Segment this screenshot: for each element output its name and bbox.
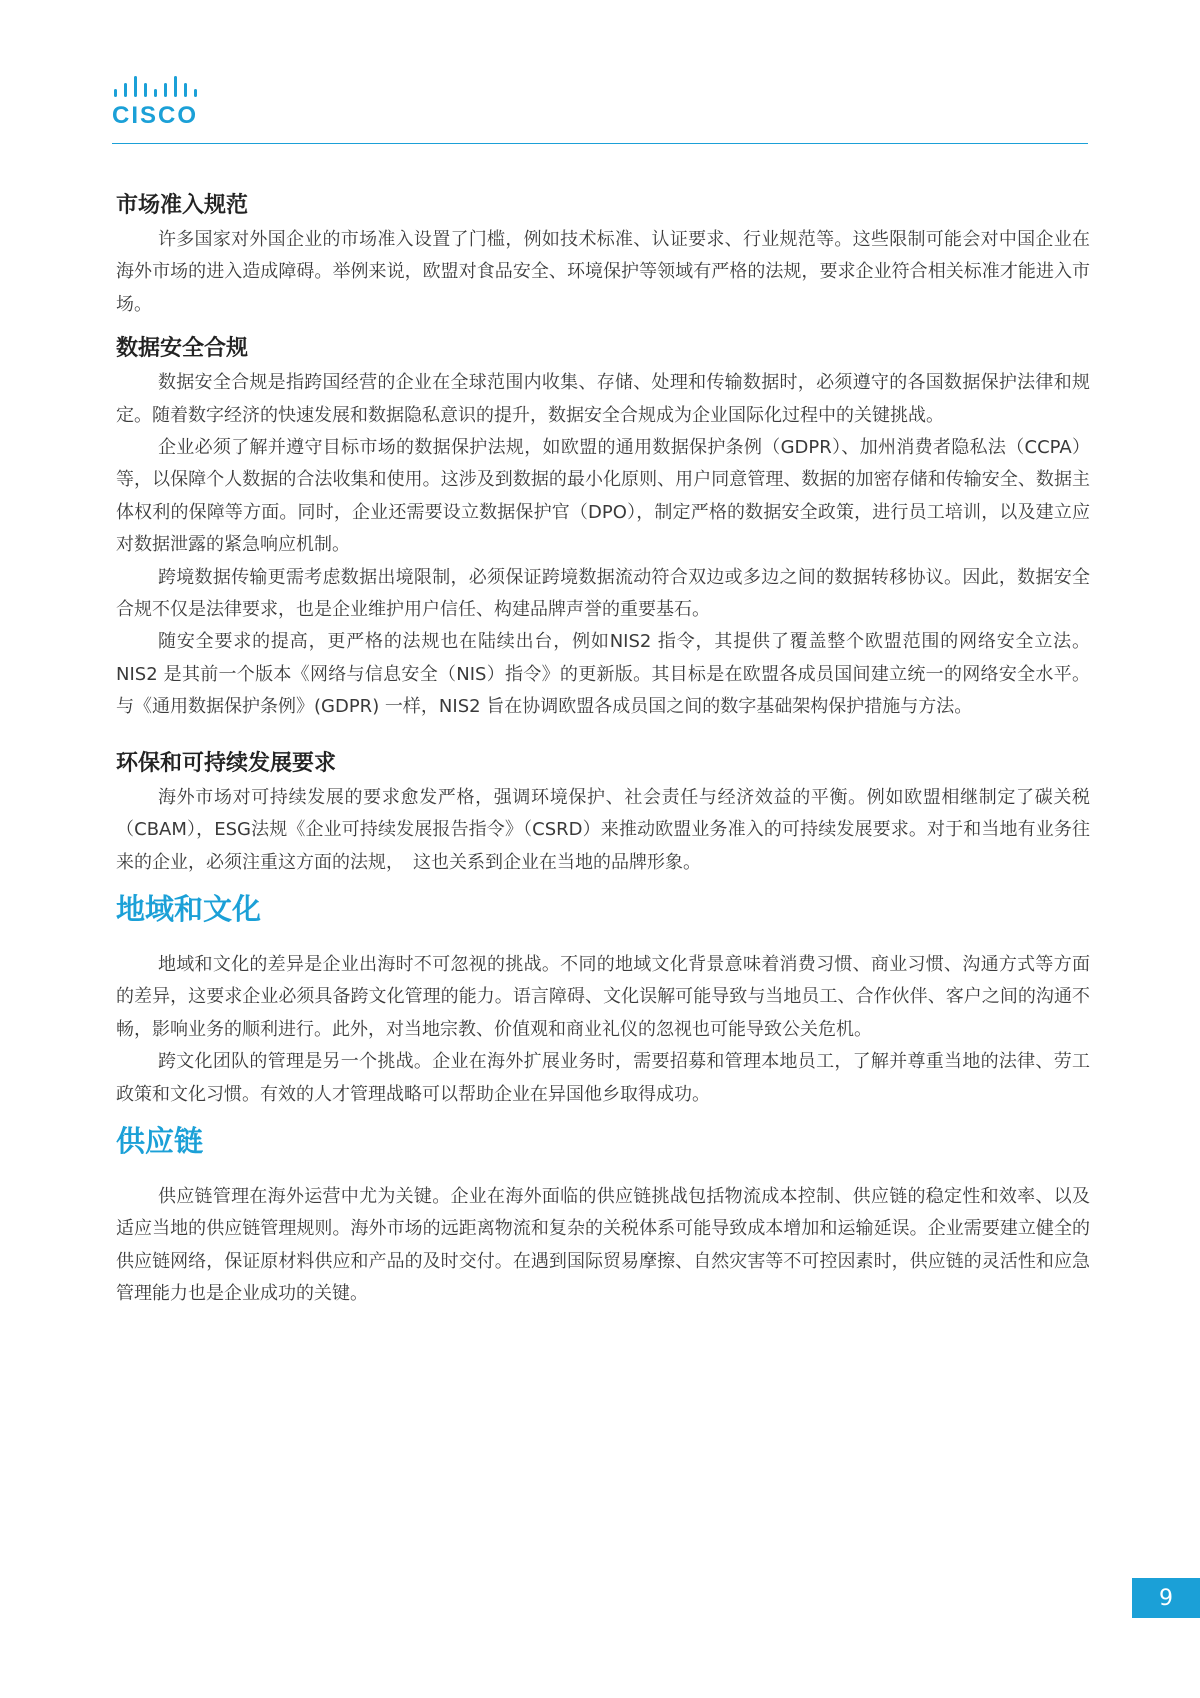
paragraph: 跨文化团队的管理是另一个挑战。企业在海外扩展业务时，需要招募和管理本地员工，了解并尊重当地的法律、劳工政策和文化习惯。有效的人才管理战略可以帮助企业在异国他乡取得成功。 — [116, 1051, 1090, 1105]
logo-wordmark: CISCO — [112, 102, 199, 129]
section-title-sustainability: 环保和可持续发展要求 — [116, 750, 337, 776]
cisco-bars-icon — [112, 76, 202, 100]
paragraph: 跨境数据传输更需考虑数据出境限制，必须保证跨境数据流动符合双边或多边之间的数据转移协议。因此，数据安全合规不仅是法律要求，也是企业维护用户信任、构建品牌声誉的重要基石。 — [116, 566, 1090, 621]
section-heading-culture: 地域和文化 — [116, 891, 262, 926]
paragraph: 随安全要求的提高，更严格的法规也在陆续出台，例如NIS2 指令，其提供了覆盖整个欧盟范围的网络安全立法。NIS2 是其前一个版本《网络与信息安全（NIS）指令》的更新版。其目标是在欧盟各成员国间建立统一的网络安全水平。与《通用数据保护条例》(GDPR) 一样，NIS2 旨在协调欧盟各成员国之间的数字基础架构保护措施与方法。 — [116, 631, 1090, 718]
page-number-badge: 9 — [1132, 1578, 1200, 1618]
section-title-market-access: 市场准入规范 — [116, 193, 249, 218]
section-title-data-security: 数据安全合规 — [116, 336, 249, 362]
paragraph: 数据安全合规是指跨国经营的企业在全球范围内收集、存储、处理和传输数据时，必须遵守的各国数据保护法律和规定。随着数字经济的快速发展和数据隐私意识的提升，数据安全合规成为企业国际化过程中的关键挑战。 — [116, 372, 1090, 426]
section-heading-supply-chain: 供应链 — [116, 1123, 204, 1158]
page-content — [116, 188, 1090, 1311]
paragraph: 供应链管理在海外运营中尤为关键。企业在海外面临的供应链挑战包括物流成本控制、供应链的稳定性和效率、以及适应当地的供应链管理规则。海外市场的远距离物流和复杂的关税体系可能导致成本增加和运输延误。企业需要建立健全的供应链网络，保证原材料供应和产品的及时交付。在遇到国际贸易摩擦、自然灾害等不可控因素时，供应链的灵活性和应急管理能力也是企业成功的关键。 — [116, 1185, 1090, 1305]
paragraph: 地域和文化的差异是企业出海时不可忽视的挑战。不同的地域文化背景意味着消费习惯、商业习惯、沟通方式等方面的差异，这要求企业必须具备跨文化管理的能力。语言障碍、文化误解可能导致与当地员工、合作伙伴、客户之间的沟通不畅，影响业务的顺利进行。此外，对当地宗教、价值观和商业礼仪的忽视也可能导致公关危机。 — [116, 953, 1090, 1040]
paragraph: 海外市场对可持续发展的要求愈发严格，强调环境保护、社会责任与经济效益的平衡。例如欧盟相继制定了碳关税（CBAM），ESG法规《企业可持续发展报告指令》（CSRD）来推动欧盟业务准入的可持续发展要求。对于和当地有业务往来的企业，必须注重这方面的法规， 这也关系到企业在当地的品牌形象。 — [116, 786, 1090, 873]
header-divider — [112, 143, 1088, 144]
cisco-logo — [112, 76, 202, 132]
paragraph: 许多国家对外国企业的市场准入设置了门槛，例如技术标准、认证要求、行业规范等。这些限制可能会对中国企业在海外市场的进入造成障碍。举例来说，欧盟对食品安全、环境保护等领域有严格的法规，要求企业符合相关标准才能进入市场。 — [116, 229, 1090, 315]
paragraph: 企业必须了解并遵守目标市场的数据保护法规，如欧盟的通用数据保护条例（GDPR）、加州消费者隐私法（CCPA）等，以保障个人数据的合法收集和使用。这涉及到数据的最小化原则、用户同意管理、数据的加密存储和传输安全、数据主体权利的保障等方面。同时，企业还需要设立数据保护官（DPO），制定严格的数据安全政策，进行员工培训，以及建立应对数据泄露的紧急响应机制。 — [116, 437, 1090, 556]
